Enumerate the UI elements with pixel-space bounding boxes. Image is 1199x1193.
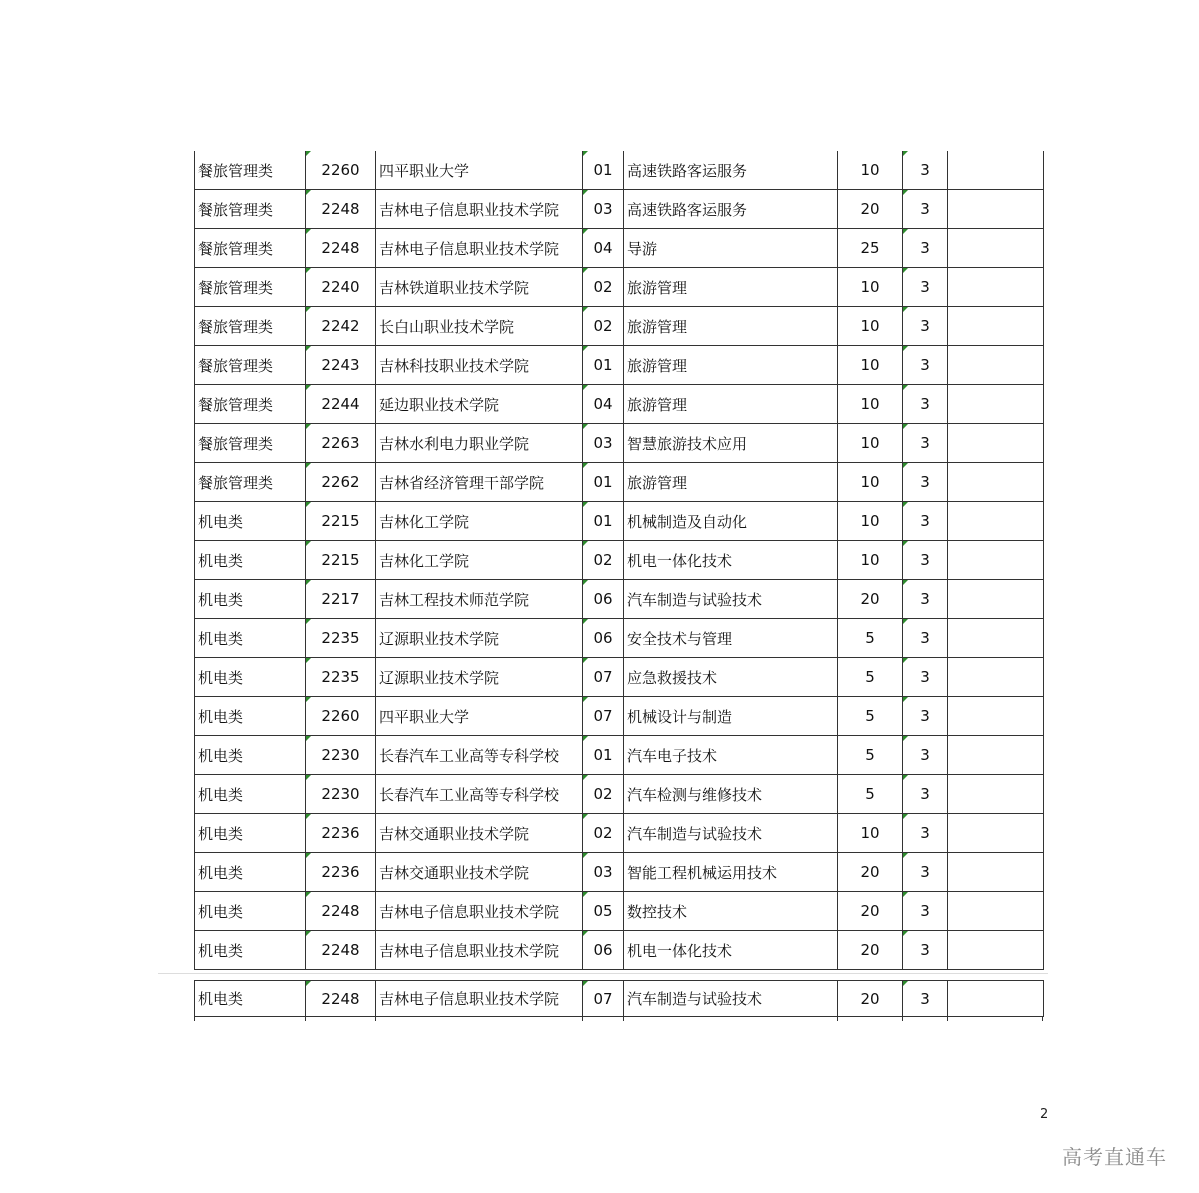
- remarks-cell: [948, 346, 1044, 385]
- plan-count-cell: 10: [838, 307, 903, 346]
- school-code-cell: 2235: [306, 658, 376, 697]
- school-name-cell: 长春汽车工业高等专科学校: [376, 775, 583, 814]
- study-years-cell: 3: [903, 775, 948, 814]
- school-code-cell: 2262: [306, 463, 376, 502]
- school-name-cell: 吉林水利电力职业学院: [376, 424, 583, 463]
- school-code-cell: 2248: [306, 931, 376, 970]
- major-name-cell: 机械设计与制造: [624, 697, 838, 736]
- table-row: [195, 463, 1044, 502]
- plan-count-cell: 5: [838, 658, 903, 697]
- school-name-cell: 吉林工程技术师范学院: [376, 580, 583, 619]
- school-name-cell: 吉林省经济管理干部学院: [376, 463, 583, 502]
- study-years-cell: 3: [903, 268, 948, 307]
- table-row: [195, 658, 1044, 697]
- school-name-cell: 长白山职业技术学院: [376, 307, 583, 346]
- major-name-cell: 高速铁路客运服务: [624, 190, 838, 229]
- page-break-gap: [194, 970, 1043, 980]
- category-cell: 机电类: [195, 981, 306, 1017]
- study-years-cell: 3: [903, 424, 948, 463]
- school-name-cell: 辽源职业技术学院: [376, 619, 583, 658]
- major-name-cell: 汽车制造与试验技术: [624, 580, 838, 619]
- table-row: [195, 775, 1044, 814]
- school-code-cell: 2240: [306, 268, 376, 307]
- plan-count-cell: 5: [838, 619, 903, 658]
- table-row: [195, 502, 1044, 541]
- major-code-cell: 01: [583, 736, 624, 775]
- table-row: [195, 385, 1044, 424]
- table-row: [195, 892, 1044, 931]
- school-name-cell: 吉林铁道职业技术学院: [376, 268, 583, 307]
- table-row: [195, 541, 1044, 580]
- table-row: [195, 346, 1044, 385]
- category-cell: 机电类: [195, 541, 306, 580]
- school-name-cell: 吉林化工学院: [376, 502, 583, 541]
- remarks-cell: [948, 463, 1044, 502]
- major-code-cell: 03: [583, 424, 624, 463]
- school-name-cell: 长春汽车工业高等专科学校: [376, 736, 583, 775]
- page-number: 2: [1040, 1107, 1049, 1122]
- table-row: [195, 931, 1044, 970]
- school-name-cell: 吉林科技职业技术学院: [376, 346, 583, 385]
- category-cell: 餐旅管理类: [195, 463, 306, 502]
- major-name-cell: 导游: [624, 229, 838, 268]
- category-cell: 餐旅管理类: [195, 385, 306, 424]
- major-code-cell: 01: [583, 502, 624, 541]
- school-name-cell: 吉林电子信息职业技术学院: [376, 892, 583, 931]
- plan-count-cell: 10: [838, 502, 903, 541]
- study-years-cell: 3: [903, 580, 948, 619]
- school-name-cell: 辽源职业技术学院: [376, 658, 583, 697]
- plan-count-cell: 10: [838, 541, 903, 580]
- study-years-cell: 3: [903, 931, 948, 970]
- school-code-cell: 2260: [306, 697, 376, 736]
- category-cell: 餐旅管理类: [195, 307, 306, 346]
- major-name-cell: 旅游管理: [624, 385, 838, 424]
- study-years-cell: 3: [903, 502, 948, 541]
- study-years-cell: 3: [903, 981, 948, 1017]
- major-name-cell: 机电一体化技术: [624, 931, 838, 970]
- major-code-cell: 01: [583, 346, 624, 385]
- study-years-cell: 3: [903, 463, 948, 502]
- table-row: [195, 151, 1044, 190]
- page-break-line: [158, 973, 1048, 974]
- major-name-cell: 旅游管理: [624, 346, 838, 385]
- major-name-cell: 机械制造及自动化: [624, 502, 838, 541]
- major-code-cell: 06: [583, 580, 624, 619]
- continued-table: [194, 980, 1044, 1017]
- major-name-cell: 汽车制造与试验技术: [624, 814, 838, 853]
- table-row: [195, 619, 1044, 658]
- major-name-cell: 智慧旅游技术应用: [624, 424, 838, 463]
- major-name-cell: 高速铁路客运服务: [624, 151, 838, 190]
- school-name-cell: 吉林化工学院: [376, 541, 583, 580]
- remarks-cell: [948, 229, 1044, 268]
- school-name-cell: 四平职业大学: [376, 151, 583, 190]
- remarks-cell: [948, 541, 1044, 580]
- plan-count-cell: 20: [838, 580, 903, 619]
- school-name-cell: 吉林交通职业技术学院: [376, 853, 583, 892]
- major-name-cell: 旅游管理: [624, 307, 838, 346]
- plan-count-cell: 10: [838, 151, 903, 190]
- category-cell: 餐旅管理类: [195, 346, 306, 385]
- category-cell: 餐旅管理类: [195, 229, 306, 268]
- major-code-cell: 01: [583, 151, 624, 190]
- plan-count-cell: 10: [838, 346, 903, 385]
- school-code-cell: 2248: [306, 190, 376, 229]
- school-code-cell: 2215: [306, 541, 376, 580]
- school-code-cell: 2230: [306, 736, 376, 775]
- major-code-cell: 02: [583, 814, 624, 853]
- school-code-cell: 2248: [306, 892, 376, 931]
- category-cell: 机电类: [195, 853, 306, 892]
- plan-count-cell: 10: [838, 424, 903, 463]
- remarks-cell: [948, 658, 1044, 697]
- major-name-cell: 智能工程机械运用技术: [624, 853, 838, 892]
- plan-count-cell: 20: [838, 981, 903, 1017]
- major-name-cell: 汽车电子技术: [624, 736, 838, 775]
- major-code-cell: 02: [583, 541, 624, 580]
- major-code-cell: 03: [583, 190, 624, 229]
- remarks-cell: [948, 853, 1044, 892]
- study-years-cell: 3: [903, 736, 948, 775]
- remarks-cell: [948, 307, 1044, 346]
- school-code-cell: 2248: [306, 981, 376, 1017]
- plan-count-cell: 20: [838, 853, 903, 892]
- table-row: [195, 229, 1044, 268]
- school-code-cell: 2230: [306, 775, 376, 814]
- school-name-cell: 延边职业技术学院: [376, 385, 583, 424]
- school-code-cell: 2248: [306, 229, 376, 268]
- table-row: [195, 736, 1044, 775]
- major-code-cell: 04: [583, 385, 624, 424]
- remarks-cell: [948, 892, 1044, 931]
- major-code-cell: 06: [583, 619, 624, 658]
- school-name-cell: 吉林电子信息职业技术学院: [376, 229, 583, 268]
- table-row: [195, 580, 1044, 619]
- school-code-cell: 2263: [306, 424, 376, 463]
- table-tail-lines: [194, 1017, 1043, 1021]
- school-name-cell: 吉林交通职业技术学院: [376, 814, 583, 853]
- major-code-cell: 03: [583, 853, 624, 892]
- major-code-cell: 02: [583, 307, 624, 346]
- table-row: [195, 853, 1044, 892]
- school-code-cell: 2260: [306, 151, 376, 190]
- plan-count-cell: 5: [838, 775, 903, 814]
- remarks-cell: [948, 190, 1044, 229]
- category-cell: 餐旅管理类: [195, 151, 306, 190]
- major-name-cell: 应急救援技术: [624, 658, 838, 697]
- remarks-cell: [948, 736, 1044, 775]
- major-name-cell: 旅游管理: [624, 463, 838, 502]
- table-row: [195, 268, 1044, 307]
- major-code-cell: 07: [583, 658, 624, 697]
- category-cell: 机电类: [195, 931, 306, 970]
- school-code-cell: 2236: [306, 814, 376, 853]
- study-years-cell: 3: [903, 814, 948, 853]
- remarks-cell: [948, 619, 1044, 658]
- remarks-cell: [948, 931, 1044, 970]
- school-code-cell: 2215: [306, 502, 376, 541]
- study-years-cell: 3: [903, 190, 948, 229]
- table-row: [195, 307, 1044, 346]
- plan-count-cell: 10: [838, 268, 903, 307]
- major-code-cell: 04: [583, 229, 624, 268]
- table-row: [195, 190, 1044, 229]
- major-code-cell: 02: [583, 775, 624, 814]
- study-years-cell: 3: [903, 541, 948, 580]
- category-cell: 机电类: [195, 580, 306, 619]
- school-code-cell: 2235: [306, 619, 376, 658]
- category-cell: 餐旅管理类: [195, 424, 306, 463]
- table-row: [195, 697, 1044, 736]
- school-code-cell: 2242: [306, 307, 376, 346]
- category-cell: 餐旅管理类: [195, 268, 306, 307]
- plan-count-cell: 20: [838, 931, 903, 970]
- study-years-cell: 3: [903, 892, 948, 931]
- category-cell: 机电类: [195, 736, 306, 775]
- plan-count-cell: 20: [838, 190, 903, 229]
- remarks-cell: [948, 775, 1044, 814]
- category-cell: 机电类: [195, 892, 306, 931]
- category-cell: 机电类: [195, 658, 306, 697]
- watermark-text: 高考直通车: [1062, 1145, 1167, 1169]
- plan-count-cell: 5: [838, 697, 903, 736]
- table-row: [195, 981, 1044, 1017]
- study-years-cell: 3: [903, 229, 948, 268]
- remarks-cell: [948, 814, 1044, 853]
- school-name-cell: 吉林电子信息职业技术学院: [376, 190, 583, 229]
- school-name-cell: 吉林电子信息职业技术学院: [376, 931, 583, 970]
- major-name-cell: 数控技术: [624, 892, 838, 931]
- study-years-cell: 3: [903, 853, 948, 892]
- major-code-cell: 06: [583, 931, 624, 970]
- remarks-cell: [948, 580, 1044, 619]
- study-years-cell: 3: [903, 619, 948, 658]
- remarks-cell: [948, 697, 1044, 736]
- category-cell: 机电类: [195, 697, 306, 736]
- major-code-cell: 07: [583, 697, 624, 736]
- school-code-cell: 2243: [306, 346, 376, 385]
- remarks-cell: [948, 385, 1044, 424]
- remarks-cell: [948, 502, 1044, 541]
- major-code-cell: 07: [583, 981, 624, 1017]
- major-name-cell: 汽车制造与试验技术: [624, 981, 838, 1017]
- plan-count-cell: 20: [838, 892, 903, 931]
- remarks-cell: [948, 268, 1044, 307]
- remarks-cell: [948, 424, 1044, 463]
- study-years-cell: 3: [903, 385, 948, 424]
- school-name-cell: 四平职业大学: [376, 697, 583, 736]
- major-name-cell: 汽车检测与维修技术: [624, 775, 838, 814]
- study-years-cell: 3: [903, 151, 948, 190]
- category-cell: 机电类: [195, 775, 306, 814]
- admission-plan-table: [194, 151, 1044, 970]
- category-cell: 餐旅管理类: [195, 190, 306, 229]
- plan-count-cell: 5: [838, 736, 903, 775]
- major-name-cell: 安全技术与管理: [624, 619, 838, 658]
- category-cell: 机电类: [195, 814, 306, 853]
- study-years-cell: 3: [903, 658, 948, 697]
- school-name-cell: 吉林电子信息职业技术学院: [376, 981, 583, 1017]
- remarks-cell: [948, 981, 1044, 1017]
- study-years-cell: 3: [903, 307, 948, 346]
- admission-plan-table-sheet: [194, 151, 1043, 1021]
- plan-count-cell: 10: [838, 385, 903, 424]
- school-code-cell: 2236: [306, 853, 376, 892]
- table-row: [195, 424, 1044, 463]
- category-cell: 机电类: [195, 502, 306, 541]
- category-cell: 机电类: [195, 619, 306, 658]
- plan-count-cell: 10: [838, 814, 903, 853]
- school-code-cell: 2244: [306, 385, 376, 424]
- major-code-cell: 01: [583, 463, 624, 502]
- table-row: [195, 814, 1044, 853]
- school-code-cell: 2217: [306, 580, 376, 619]
- major-code-cell: 02: [583, 268, 624, 307]
- study-years-cell: 3: [903, 697, 948, 736]
- study-years-cell: 3: [903, 346, 948, 385]
- plan-count-cell: 25: [838, 229, 903, 268]
- major-code-cell: 05: [583, 892, 624, 931]
- remarks-cell: [948, 151, 1044, 190]
- plan-count-cell: 10: [838, 463, 903, 502]
- major-name-cell: 机电一体化技术: [624, 541, 838, 580]
- major-name-cell: 旅游管理: [624, 268, 838, 307]
